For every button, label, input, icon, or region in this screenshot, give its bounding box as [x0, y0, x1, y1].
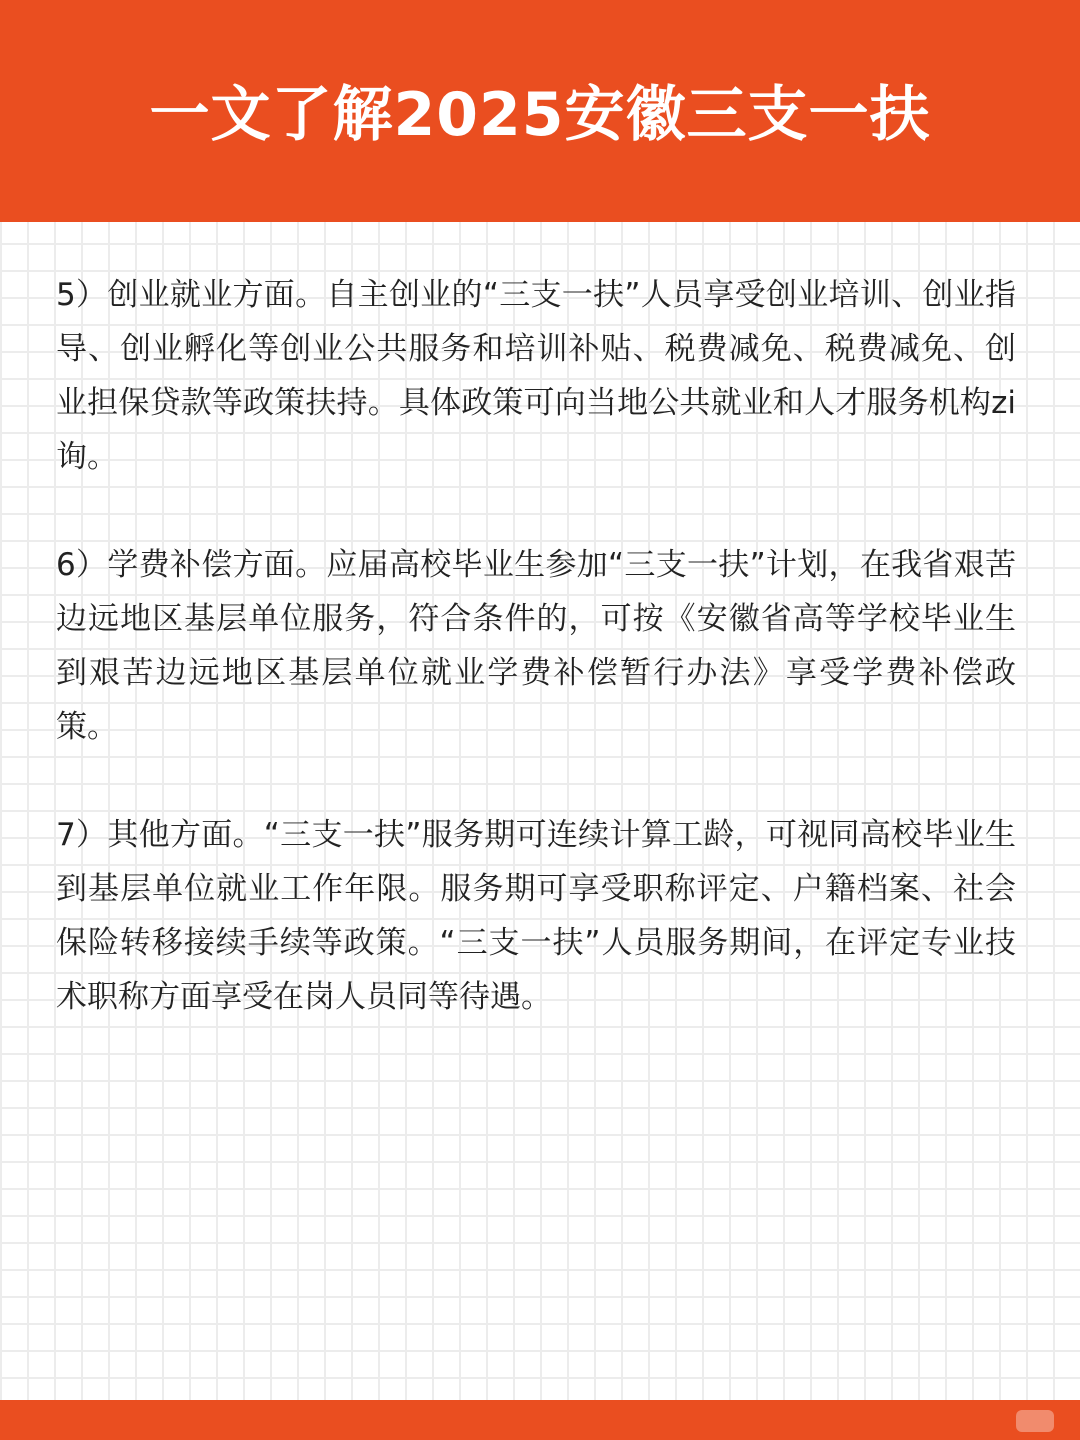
- paragraph-entrepreneurship: 5）创业就业方面。自主创业的“三支一扶”人员享受创业培训、创业指导、创业孵化等创业公共服务和培训补贴、税费减免、税费减免、创业担保贷款等政策扶持。具体政策可向当地公共就业和人才服务机构zi询。: [56, 277, 1016, 475]
- page-title: 一文了解2025安徽三支一扶: [149, 80, 931, 150]
- footer-bar: [0, 1400, 1080, 1440]
- watermark-logo: [1016, 1410, 1054, 1432]
- paragraph-tuition-compensation: 6）学费补偿方面。应届高校毕业生参加“三支一扶”计划，在我省艰苦边远地区基层单位服务，符合条件的，可按《安徽省高等学校毕业生到艰苦边远地区基层单位就业学费补偿暂行办法》享受学费补偿政策。: [56, 547, 1016, 745]
- paragraph-other-benefits: 7）其他方面。“三支一扶”服务期可连续计算工龄，可视同高校毕业生到基层单位就业工作年限。服务期可享受职称评定、户籍档案、社会保险转移接续手续等政策。“三支一扶”人员服务期间，在评定专业技术职称方面享受在岗人员同等待遇。: [56, 817, 1016, 1015]
- header-banner: [0, 0, 1080, 222]
- article-body: [56, 268, 1016, 1024]
